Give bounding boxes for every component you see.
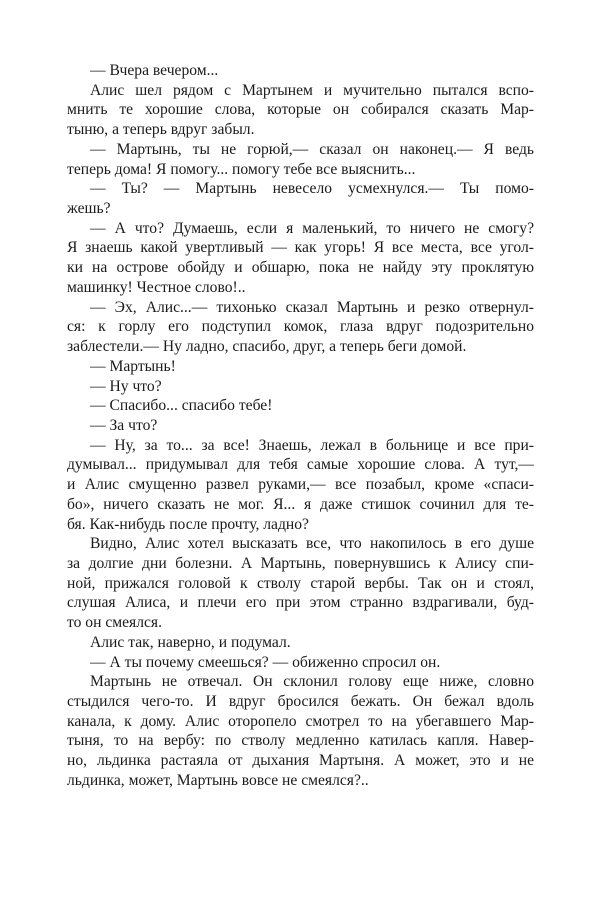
text-line: — А что? Думаешь, если я маленький, то ничего не смогу? <box>90 219 534 237</box>
text-line: — Мартынь, ты не горюй,— сказал он наконец.— Я ведь <box>90 140 534 158</box>
text-line: Я знаешь какой увертливый — как угорь! Я все места, все угол- <box>67 239 534 257</box>
text-line: льдинка, может, Мартынь вовсе не смеялся?.. <box>67 771 369 789</box>
text-line: бо», ничего сказать не мог. Я... я даже стишок сочинил для те- <box>67 495 534 513</box>
text-line: Алис так, наверно, и подумал. <box>90 633 291 651</box>
text-line: ной, прижался головой к стволу старой вербы. Так он и стоял, <box>67 574 534 592</box>
text-line: — Ну, за то... за все! Знаешь, лежал в больнице и все при- <box>90 436 534 454</box>
text-line: стыдился чего-то. И вдруг бросился бежать. Он бежал вдоль <box>67 693 534 710</box>
text-line: — За что? <box>90 416 158 434</box>
book-page-text <box>67 61 534 791</box>
text-line: — Спасибо... спасибо тебе! <box>90 397 273 415</box>
text-line: — Вчера вечером... <box>90 62 219 79</box>
text-line: тыню, а теперь вдруг забыл. <box>67 121 255 139</box>
text-line: слушая Алиса, и плечи его при этом странно вздрагивали, буд- <box>67 594 534 612</box>
text-line: жешь? <box>67 200 111 218</box>
text-line: теперь дома! Я помогу... помогу тебе все выяснить... <box>67 160 416 178</box>
text-line: но, льдинка растаяла от дыхания Мартыня. А может, это и не <box>67 752 534 770</box>
text-line: Видно, Алис хотел высказать все, что накопилось в его душе <box>90 535 534 553</box>
text-line: Мартынь не отвечал. Он склонил голову еще ниже, словно <box>90 673 534 691</box>
text-line: за долгие дни болезни. А Мартынь, повернувшись к Алису спи- <box>67 554 534 572</box>
text-line: канала, к дому. Алис оторопело смотрел то на убегавшего Мар- <box>67 712 534 730</box>
text-line: ся: к горлу его подступил комок, глаза вдруг подозрительно <box>67 318 534 336</box>
text-line: тыня, то на вербу: по стволу медленно катилась капля. Навер- <box>67 732 534 750</box>
text-line: — Ты? — Мартынь невесело усмехнулся.— Ты помо- <box>90 180 534 198</box>
text-line: — А ты почему смеешься? — обиженно спросил он. <box>90 653 441 671</box>
text-line: бя. Как-нибудь после прочту, ладно? <box>67 515 309 533</box>
text-line: ки на острове обойду и обшарю, пока не найду эту проклятую <box>67 259 534 277</box>
text-line: и Алис смущенно развел руками,— все позабыл, кроме «спаси- <box>67 476 534 494</box>
text-line: думывал... придумывал для тебя самые хорошие слова. А тут,— <box>67 456 534 474</box>
text-line: — Эх, Алис...— тихонько сказал Мартынь и резко отвернул- <box>90 298 534 316</box>
text-line: — Мартынь! <box>90 357 176 375</box>
text-line: мнить те хорошие слова, которые он собирался сказать Мар- <box>67 101 534 119</box>
text-line: то он смеялся. <box>67 614 163 632</box>
text-line: заблестели.— Ну ладно, спасибо, друг, а теперь беги домой. <box>67 338 467 356</box>
text-line: машинку! Честное слово!.. <box>67 278 246 296</box>
text-line: — Ну что? <box>90 377 162 395</box>
text-line: Алис шел рядом с Мартынем и мучительно пытался вспо- <box>90 81 534 99</box>
